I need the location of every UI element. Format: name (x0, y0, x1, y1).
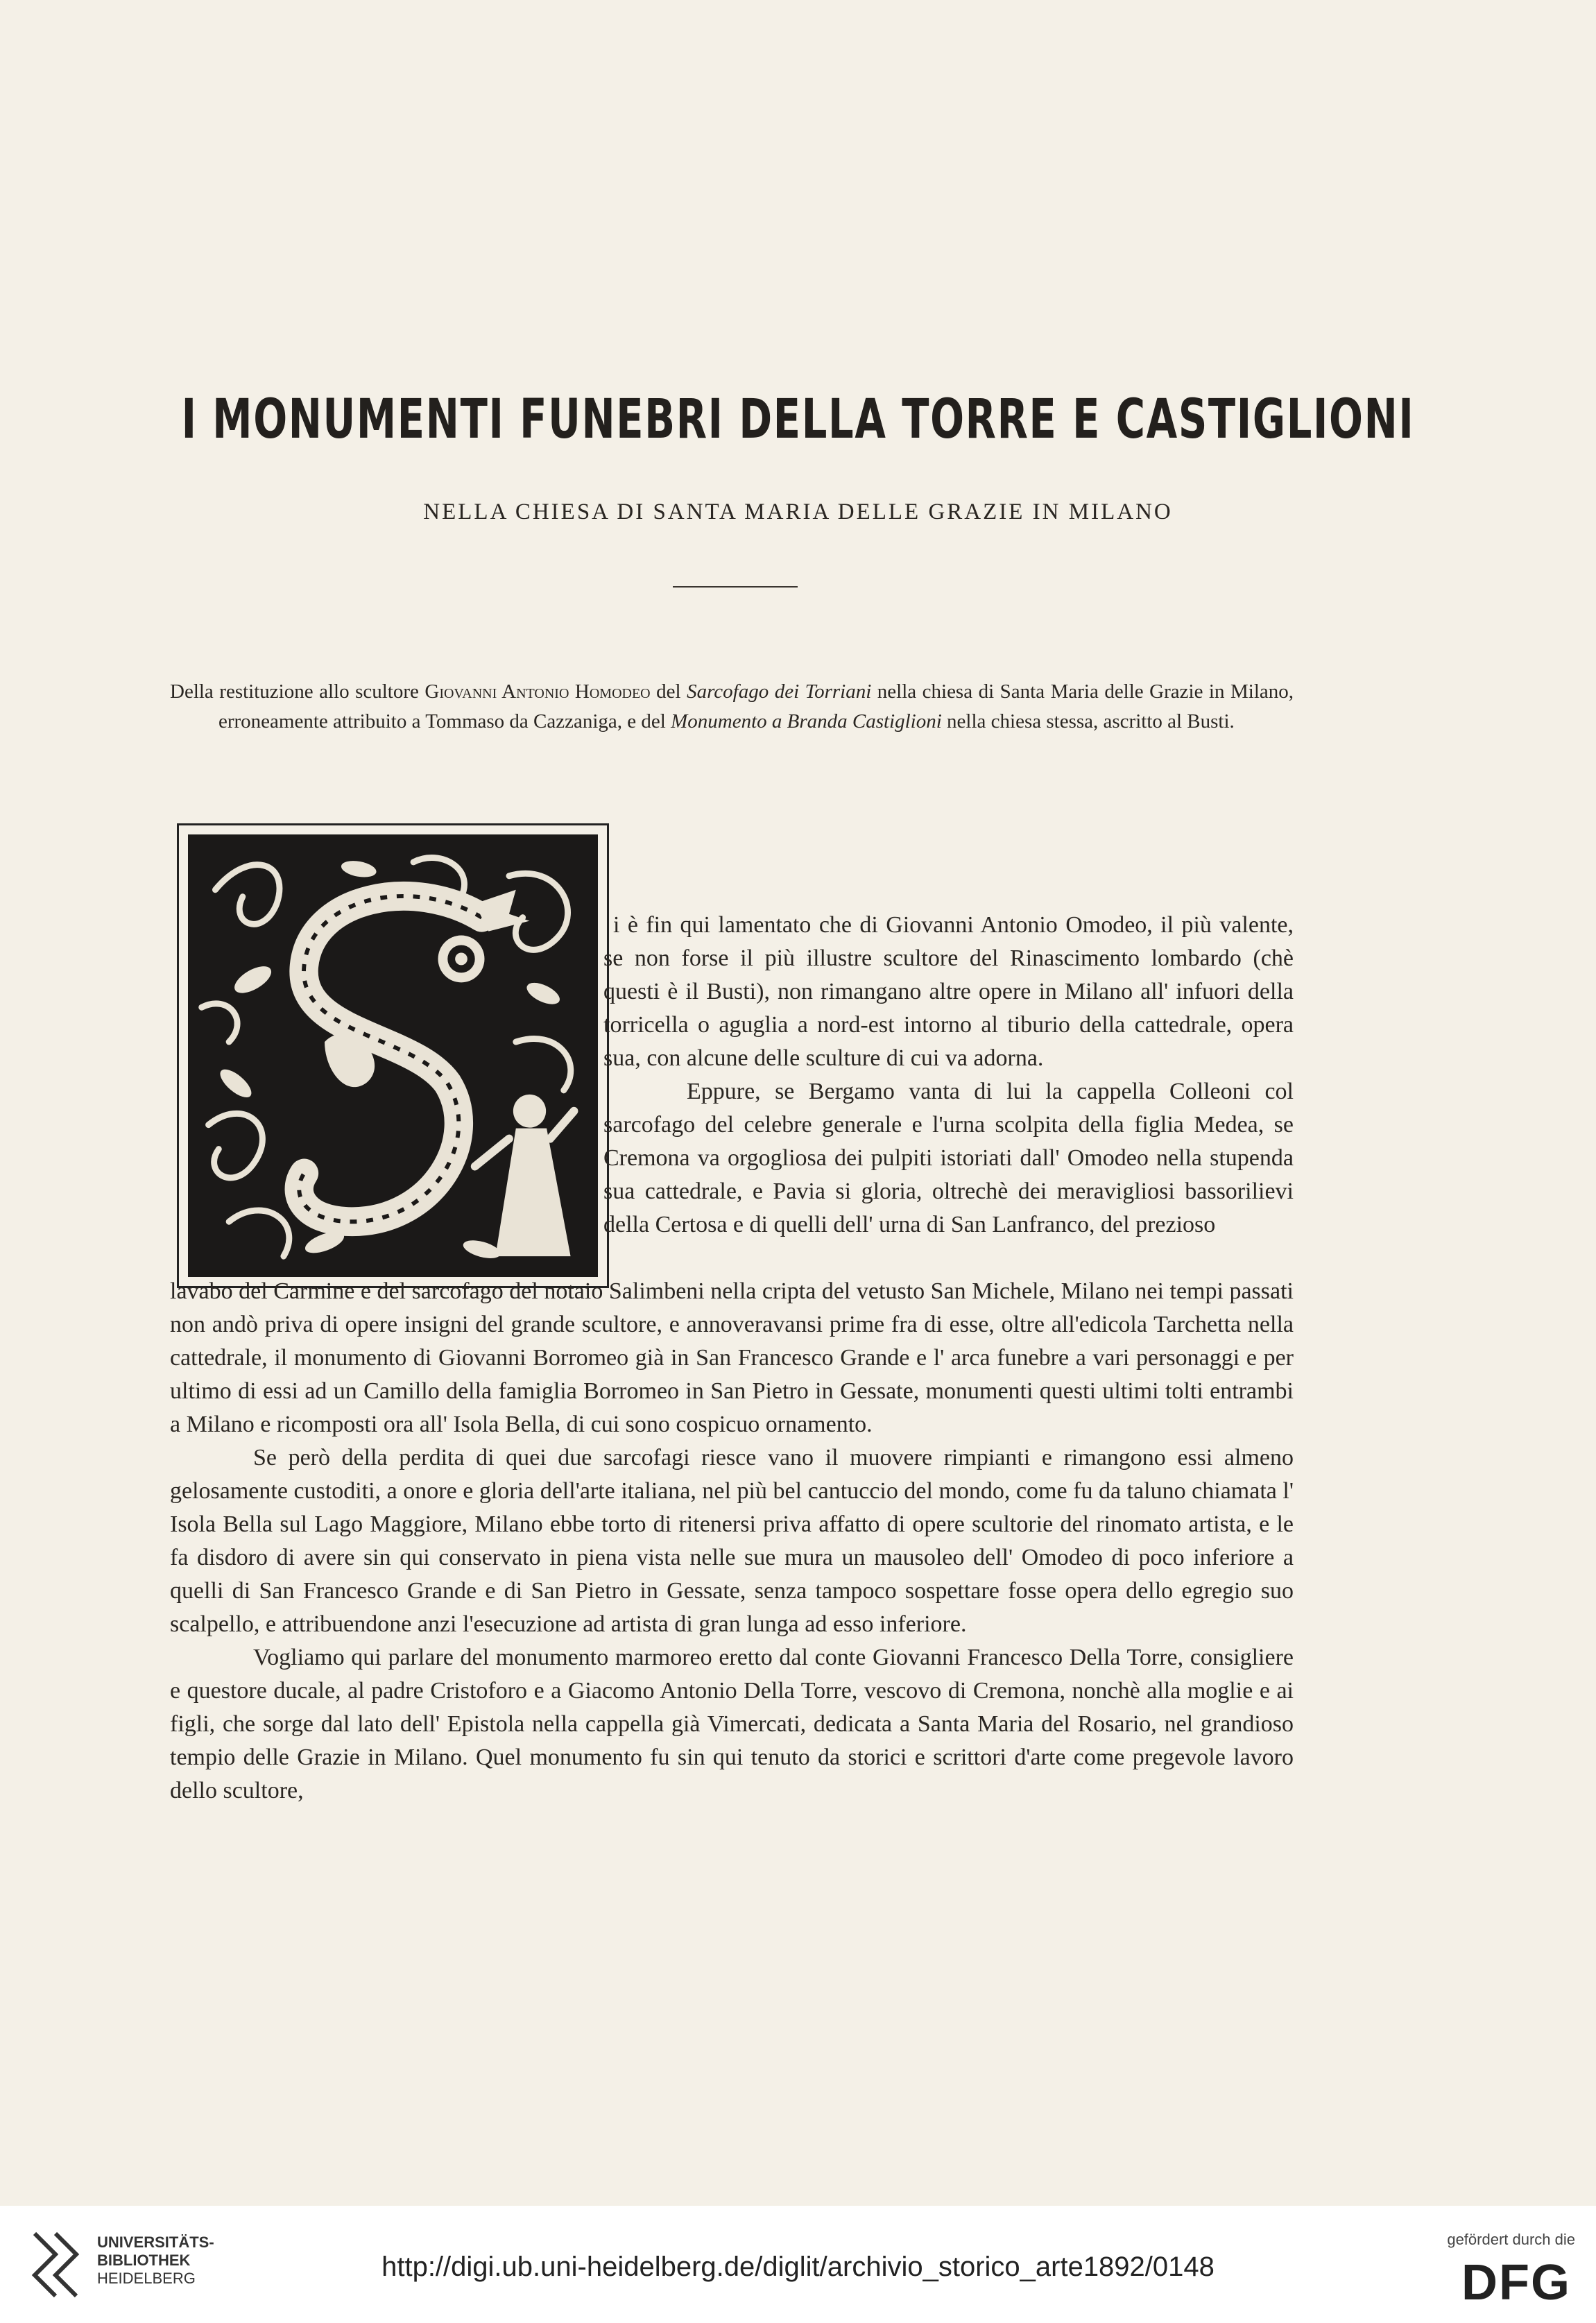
digitization-footer (0, 2206, 1596, 2323)
abstract-text-4: nella chiesa stessa, ascritto al Busti. (947, 710, 1235, 732)
library-line-1: UNIVERSITÄTS- (97, 2234, 214, 2251)
library-line-3: HEIDELBERG (97, 2270, 196, 2287)
article-title: I MONUMENTI FUNEBRI DELLA TORRE E CASTIGLIONI (181, 388, 1415, 451)
dfg-logo: DFG (1461, 2255, 1571, 2311)
body-paragraph-2: Se però della perdita di quei due sarcofagi riesce vano il muovere rimpianti e rimangono essi almeno gelosamente custoditi, a onore e gloria dell'arte italiana, nel più bel cantuccio del mondo, come fu da taluno chiamata l' Isola Bella sul Lago Maggiore, Milano ebbe torto di ritenersi priva affatto di opere scultorie del rinomato artista, e le fa disdoro di avere sin qui conservato in piena vista nelle sue mura un mausoleo dell' Omodeo di poco inferiore a quelli di San Francesco Grande e di San Pietro in Gessate, senza tampoco sospettare fosse opera dello egregio suo scalpello, e attribuendone anzi l'esecuzione ad artista di gran lunga ad esso inferiore. (170, 1445, 1294, 1637)
intro-paragraph-1: i è fin qui lamentato che di Giovanni Antonio Omodeo, il più valente, se non forse il più illustre scultore del Rinascimento lombardo (chè questi è il Busti), non rimangano altre opere in Milano all' infuori della torricella o aguglia a nord-est intorno al tiburio della cattedrale, opera sua, con alcune delle sculture di cui va adorna. (603, 912, 1294, 1071)
body-paragraph-1: lavabo del Carmine e del sarcofago del notaio Salimbeni nella cripta del vetusto San Michele, Milano nei tempi passati non andò priva di opere insigni del grande scultore, e annoveravansi prime fra di esse, oltre all'edicola Tarchetta nella cattedrale, il monumento di Giovanni Borromeo già in San Francesco Grande e l' arca funebre a vari personaggi e per ultimo di essi ad un Camillo della famiglia Borromeo in San Pietro in Gessate, monumenti questi ultimi tolti entrambi a Milano e ricomposti ora all' Isola Bella, di cui sono cospicuo ornamento. (170, 1278, 1294, 1437)
decorated-initial-illustration (188, 834, 598, 1277)
dragon-s-ornament-icon (188, 834, 598, 1277)
abstract-text-2: del (656, 680, 681, 703)
abstract-work-2: Monumento a Branda Castiglioni (671, 710, 942, 732)
sponsor-note: gefördert durch die (1447, 2231, 1575, 2248)
library-line-2: BIBLIOTHEK (97, 2252, 191, 2269)
abstract-text-1: Della restituzione allo scultore (170, 680, 419, 703)
abstract-work-1: Sarcofago dei Torriani (687, 680, 872, 703)
title-divider (673, 586, 798, 588)
source-url[interactable]: http://digi.ub.uni-heidelberg.de/diglit/archivio_storico_arte1892/0148 (381, 2252, 1215, 2282)
abstract-text-3: nella chiesa di Santa Maria delle Grazie in Milano, erroneamente attribuito a Tommaso da Cazzaniga, e del (218, 680, 1294, 732)
abstract-sculptor-name: Giovanni Antonio Homodeo (424, 680, 651, 703)
decorated-initial (177, 823, 609, 1288)
article-subtitle: NELLA CHIESA DI SANTA MARIA DELLE GRAZIE IN MILANO (423, 499, 1173, 524)
intro-column (603, 909, 1294, 1242)
article-abstract (170, 677, 1294, 737)
body-paragraph-3: Vogliamo qui parlare del monumento marmoreo eretto dal conte Giovanni Francesco Della Torre, consigliere e questore ducale, al padre Cristoforo e a Giacomo Antonio Della Torre, vescovo di Cremona, nonchè alla moglie e ai figli, che sorge dal lato dell' Epistola nella cappella già Vimercati, dedicata a Santa Maria del Rosario, nel grandioso tempio delle Grazie in Milano. Quel monumento fu sin qui tenuto da storici e scrittori d'arte come pregevole lavoro dello scultore, (170, 1645, 1294, 1803)
main-column (170, 1275, 1294, 1808)
intro-paragraph-2: Eppure, se Bergamo vanta di lui la cappella Colleoni col sarcofago del celebre generale e l'urna scolpita della figlia Medea, se Cremona va orgogliosa dei pulpiti istoriati dall' Omodeo nella stupenda sua cattedrale, e Pavia si gloria, oltrechè dei meravigliosi bassorilievi della Certosa e di quelli dell' urna di San Lanfranco, del prezioso (603, 1079, 1294, 1237)
